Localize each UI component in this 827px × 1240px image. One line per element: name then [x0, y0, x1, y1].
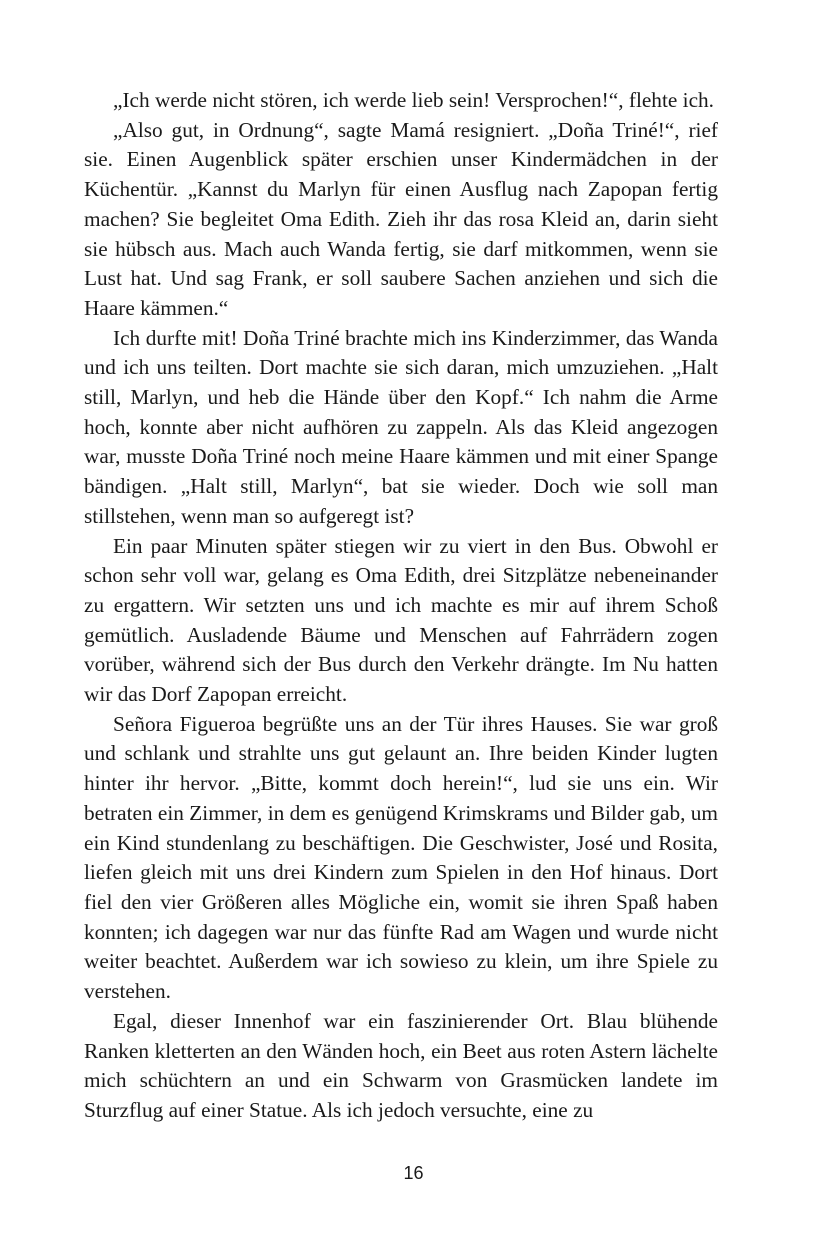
paragraph-2: „Also gut, in Ordnung“, sagte Mamá resigniert. „Doña Triné!“, rief sie. Einen Augenblick später erschien unser Kindermädchen in der Küchentür. „Kannst du Marlyn für einen Ausflug nach Zapopan fertig machen? Sie begleitet Oma Edith. Zieh ihr das rosa Kleid an, darin sieht sie hübsch aus. Mach auch Wanda fertig, sie darf mitkommen, wenn sie Lust hat. Und sag Frank, er soll saubere Sachen anziehen und sich die Haare kämmen.“: [84, 117, 718, 320]
paragraph-3: Ich durfte mit! Doña Triné brachte mich ins Kinderzimmer, das Wanda und ich uns teilten. Dort machte sie sich daran, mich umzuziehen. „Halt still, Marlyn, und heb die Hände über den Kopf.“ Ich nahm die Arme hoch, konnte aber nicht aufhören zu zappeln. Als das Kleid angezogen war, musste Doña Triné noch meine Haare kämmen und mit einer Spange bändigen. „Halt still, Marlyn“, bat sie wieder. Doch wie soll man stillstehen, wenn man so aufgeregt ist?: [84, 325, 718, 528]
paragraph-5: Señora Figueroa begrüßte uns an der Tür ihres Hauses. Sie war groß und schlank und strahlte uns gut gelaunt an. Ihre beiden Kinder lugten hinter ihr hervor. „Bitte, kommt doch herein!“, lud sie uns ein. Wir betraten ein Zimmer, in dem es genügend Krimskrams und Bilder gab, um ein Kind stundenlang zu beschäftigen. Die Geschwister, José und Rosita, liefen gleich mit uns drei Kindern zum Spielen in den Hof hinaus. Dort fiel den vier Größeren alles Mögliche ein, womit sie ihren Spaß haben konnten; ich dagegen war nur das fünfte Rad am Wagen und wurde nicht weiter beachtet. Außerdem war ich sowieso zu klein, um ihre Spiele zu verstehen.: [84, 711, 718, 1004]
page-number: 16: [403, 1163, 424, 1183]
paragraph-1: „Ich werde nicht stören, ich werde lieb sein! Versprochen!“, flehte ich.: [113, 88, 714, 112]
body-text: [84, 86, 718, 1126]
paragraph-6: Egal, dieser Innenhof war ein faszinierender Ort. Blau blühende Ranken kletterten an den Wänden hoch, ein Beet aus roten Astern lächelte mich schüchtern an und ein Schwarm von Grasmücken landete im Sturzflug auf einer Statue. Als ich jedoch versuchte, eine zu: [84, 1008, 718, 1122]
paragraph-4: Ein paar Minuten später stiegen wir zu viert in den Bus. Obwohl er schon sehr voll war, gelang es Oma Edith, drei Sitzplätze nebeneinander zu ergattern. Wir setzten uns und ich machte es mir auf ihrem Schoß gemütlich. Ausladende Bäume und Menschen auf Fahrrädern zogen vorüber, während sich der Bus durch den Verkehr drängte. Im Nu hatten wir das Dorf Zapopan erreicht.: [84, 533, 718, 707]
